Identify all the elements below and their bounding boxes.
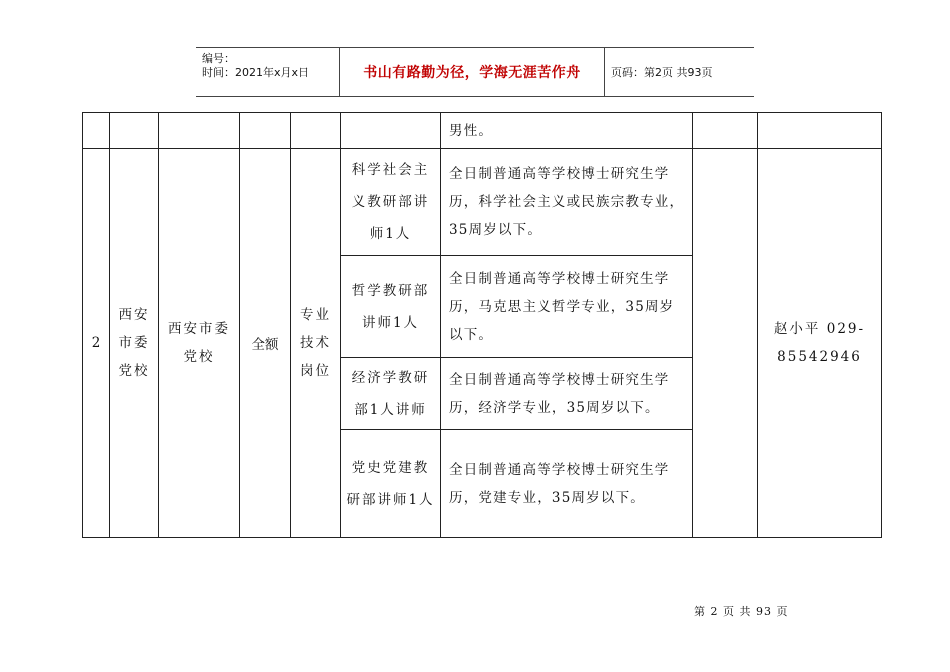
table-row (83, 113, 882, 149)
index-cell: 2 (83, 149, 110, 538)
table-row (83, 149, 882, 256)
header-meta (196, 48, 340, 96)
requirement-cell: 全日制普通高等学校博士研究生学历，科学社会主义或民族宗教专业，35周岁以下。 (441, 149, 693, 256)
unit-cell: 西安市委党校 (159, 149, 240, 538)
requirement-cell: 全日制普通高等学校博士研究生学历，党建专业，35周岁以下。 (441, 430, 693, 538)
requirement-cell: 男性。 (441, 113, 693, 149)
header-page-label: 页码：第2页 共93页 (611, 66, 713, 79)
post-type-cell: 专业技术岗位 (291, 149, 341, 538)
requirement-cell: 全日制普通高等学校博士研究生学历，马克思主义哲学专业，35周岁以下。 (441, 256, 693, 358)
recruitment-table (82, 112, 882, 538)
number-label: 编号： (202, 52, 235, 65)
page-footer: 第 2 页 共 93 页 (694, 605, 789, 618)
department-cell: 西安市委党校 (110, 149, 159, 538)
position-cell: 党史党建教研部讲师1人 (341, 430, 441, 538)
funding-cell: 全额 (240, 149, 291, 538)
header-motto: 书山有路勤为径，学海无涯苦作舟 (340, 48, 605, 96)
position-cell: 经济学教研部1人讲师 (341, 358, 441, 430)
position-cell: 哲学教研部讲师1人 (341, 256, 441, 358)
requirement-cell: 全日制普通高等学校博士研究生学历，经济学专业，35周岁以下。 (441, 358, 693, 430)
contact-cell: 赵小平 029-85542946 (758, 149, 882, 538)
time-label: 时间：2021年x月x日 (202, 66, 310, 79)
page-header (196, 47, 754, 97)
position-cell: 科学社会主义教研部讲师1人 (341, 149, 441, 256)
